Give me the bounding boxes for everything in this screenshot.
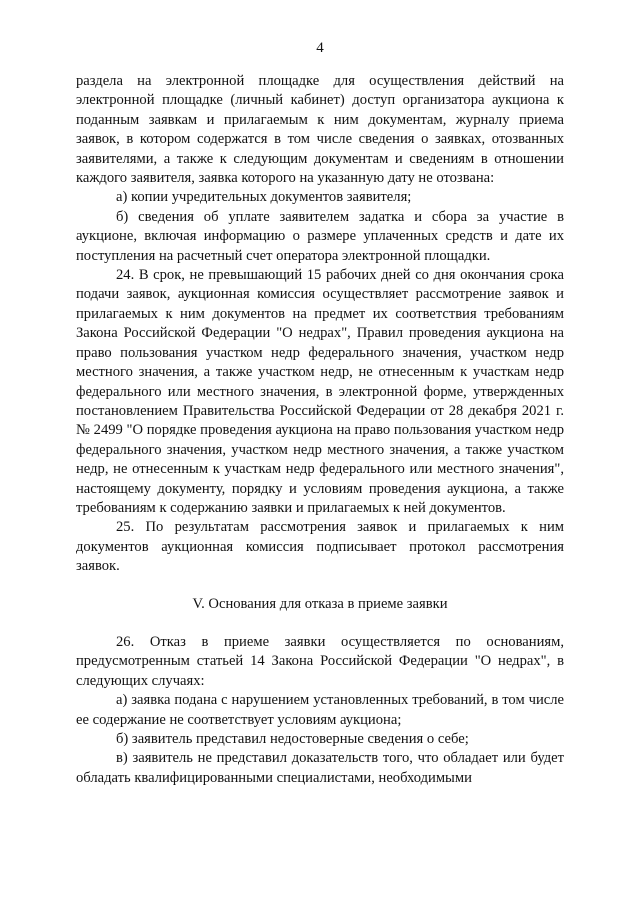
list-item-a: а) копии учредительных документов заявителя; [116, 189, 412, 206]
refusal-case-b: б) заявитель представил недостоверные сведения о себе; [116, 731, 469, 747]
document-body [76, 72, 564, 788]
list-item-b: б) сведения об уплате заявителем задатка и сбора за участие в аукционе, включая информацию о размере уплаченных средств и дате их поступления на расчетный счет оператора электронной площадки. [76, 208, 564, 264]
refusal-case-c: в) заявитель не представил доказательств того, что обладает или будет обладать квалифицированными специалистами, необходимыми [76, 750, 564, 786]
page-number: 4 [316, 40, 324, 56]
paragraph-24: 24. В срок, не превышающий 15 рабочих дней со дня окончания срока подачи заявок, аукционная комиссия осуществляет рассмотрение заявок и прилагаемых к ним документов на предмет их соответствия требованиям Закона Российской Федерации "О недрах", Правил проведения аукциона на право пользования участком недр федерального значения, участком недр местного значения, а также участком недр, не отнесенным к участкам недр федерального или местного значения, в электронной форме, утвержденных постановлением Правительства Российской Федерации от 28 декабря 2021 г. № 2499 "О порядке проведения аукциона на право пользования участком недр федерального значения, участком недр местного значения, а также участком недр, не отнесенным к участкам недр федерального или местного значения", настоящему документу, порядку и условиям проведения аукциона, а также требованиям к содержанию заявки и прилагаемых к ней документов. [76, 267, 564, 516]
refusal-case-a: а) заявка подана с нарушением установленных требований, в том числе ее содержание не соответствует условиям аукциона; [76, 692, 564, 728]
paragraph-26: 26. Отказ в приеме заявки осуществляется по основаниям, предусмотренным статьей 14 Закона Российской Федерации "О недрах", в следующих случаях: [76, 633, 564, 689]
paragraph-continuation: раздела на электронной площадке для осуществления действий на электронной площадке (личный кабинет) доступ организатора аукциона к поданным заявкам и прилагаемым к ним документам, журналу приема заявок, в котором содержатся в том числе сведения о заявках, отозванных заявителями, а также к следующим документам и сведениям в отношении каждого заявителя, заявка которого на указанную дату не отозвана: [76, 73, 564, 187]
section-heading: V. Основания для отказа в приеме заявки [192, 595, 448, 612]
paragraph-25: 25. По результатам рассмотрения заявок и прилагаемых к ним документов аукционная комиссия подписывает протокол рассмотрения заявок. [76, 519, 564, 575]
